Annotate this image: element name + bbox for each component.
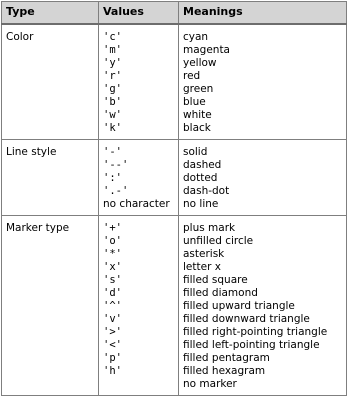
cell-meanings (179, 139, 347, 215)
value-item: 'm' (103, 43, 122, 56)
cell-type-color: Color (2, 24, 99, 140)
value-item: '*' (103, 247, 122, 260)
value-item: 'r' (103, 69, 122, 82)
table-body (2, 24, 347, 396)
meaning-item: dash-dot (183, 184, 230, 197)
meaning-item: filled hexagram (183, 364, 266, 377)
cell-meanings (179, 215, 347, 395)
value-item: ':' (103, 171, 122, 184)
header-row (2, 2, 347, 24)
value-item: 's' (103, 273, 122, 286)
header-type: Type (2, 2, 99, 24)
value-item: '+' (103, 221, 122, 234)
cell-values (99, 215, 179, 395)
table-row (2, 24, 347, 140)
value-item: 'w' (103, 108, 122, 121)
value-item: '<' (103, 338, 122, 351)
meaning-item: blue (183, 95, 206, 108)
value-item: '^' (103, 299, 122, 312)
value-item: '.-' (103, 184, 129, 197)
meaning-item: filled left-pointing triangle (183, 338, 320, 351)
meaning-item: white (183, 108, 212, 121)
cell-type-line-style: Line style (2, 139, 99, 215)
meaning-item: green (183, 82, 214, 95)
value-item: 'c' (103, 30, 122, 43)
cell-type-marker-type: Marker type (2, 215, 99, 395)
meaning-item: filled upward triangle (183, 299, 295, 312)
meaning-item: yellow (183, 56, 217, 69)
table-row (2, 139, 347, 215)
meaning-item: cyan (183, 30, 209, 43)
value-item: 'h' (103, 364, 122, 377)
meaning-item: dotted (183, 171, 218, 184)
meaning-item: unfilled circle (183, 234, 254, 247)
meaning-item: no marker (183, 377, 237, 390)
meaning-item: filled pentagram (183, 351, 270, 364)
meaning-item: filled square (183, 273, 248, 286)
meaning-item: filled downward triangle (183, 312, 310, 325)
value-item: 'v' (103, 312, 122, 325)
value-item: 'o' (103, 234, 122, 247)
header-meanings: Meanings (179, 2, 347, 24)
cell-values (99, 139, 179, 215)
value-item: 'g' (103, 82, 122, 95)
cell-values (99, 24, 179, 140)
value-item: 'b' (103, 95, 122, 108)
meaning-item: filled diamond (183, 286, 258, 299)
header-values: Values (99, 2, 179, 24)
value-item: 'd' (103, 286, 122, 299)
value-item: no character (103, 197, 170, 210)
meaning-item: solid (183, 145, 208, 158)
table-row (2, 215, 347, 395)
value-item: '--' (103, 158, 129, 171)
value-item: 'y' (103, 56, 122, 69)
meaning-item: black (183, 121, 211, 134)
value-item: 'x' (103, 260, 122, 273)
value-item: '-' (103, 145, 122, 158)
cell-meanings (179, 24, 347, 140)
spec-table (1, 1, 347, 396)
value-item: 'p' (103, 351, 122, 364)
meaning-item: red (183, 69, 201, 82)
meaning-item: asterisk (183, 247, 225, 260)
meaning-item: magenta (183, 43, 230, 56)
meaning-item: no line (183, 197, 219, 210)
meaning-item: plus mark (183, 221, 236, 234)
meaning-item: filled right-pointing triangle (183, 325, 328, 338)
value-item: 'k' (103, 121, 122, 134)
meaning-item: letter x (183, 260, 221, 273)
meaning-item: dashed (183, 158, 222, 171)
value-item: '>' (103, 325, 122, 338)
